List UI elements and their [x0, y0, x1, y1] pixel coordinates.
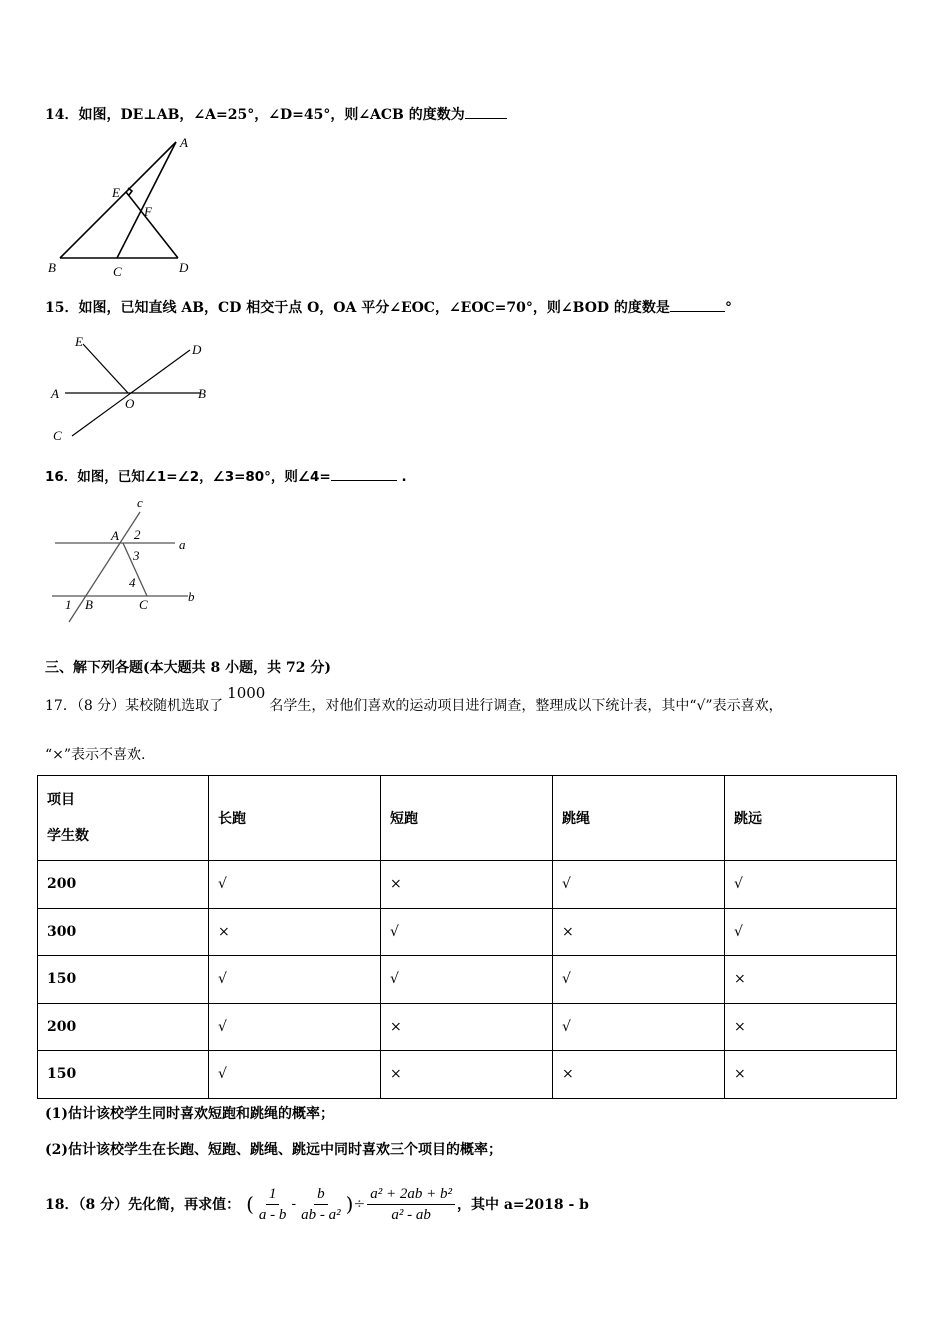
fraction-2	[298, 1184, 344, 1225]
label-A: A	[180, 135, 188, 150]
label-B: B	[85, 597, 93, 612]
label-b: b	[188, 589, 195, 604]
degree-suffix: °	[724, 300, 732, 316]
label-angle-3: 3	[133, 548, 140, 563]
label-E: E	[75, 334, 83, 349]
preference-cell: √	[553, 956, 725, 1004]
preference-cell: √	[209, 1003, 381, 1051]
preference-cell: ×	[725, 1003, 897, 1051]
table-header-row	[38, 776, 897, 861]
label-O: O	[125, 396, 135, 411]
preference-cell: ×	[381, 1003, 553, 1051]
numerator: b	[314, 1184, 328, 1205]
preference-cell: √	[725, 908, 897, 956]
preference-cell: √	[381, 908, 553, 956]
sub-question-1: (1)估计该校学生同时喜欢短跑和跳绳的概率；	[45, 1106, 334, 1122]
header-cell: 跳远	[725, 776, 897, 861]
figure-14	[40, 130, 210, 280]
denominator: ab - a²	[301, 1206, 341, 1223]
question-15	[45, 297, 732, 317]
denominator: a - b	[258, 1206, 287, 1223]
question-17-line2: “×”表示不喜欢.	[45, 747, 146, 763]
preference-cell: ×	[725, 1051, 897, 1099]
fraction-1	[256, 1184, 290, 1225]
header-cell: 跳绳	[553, 776, 725, 861]
question-14-text: 14．如图，DE⊥AB，∠A=25°，∠D=45°，则∠ACB 的度数为	[45, 107, 465, 123]
preference-cell: ×	[553, 1051, 725, 1099]
preference-cell: ×	[553, 908, 725, 956]
label-D: D	[179, 260, 189, 275]
preference-cell: √	[553, 1003, 725, 1051]
table-row	[38, 956, 897, 1004]
header-item: 项目	[47, 792, 75, 808]
figure-15	[45, 332, 225, 447]
label-A: A	[51, 386, 59, 401]
question-18-prefix: 18．（8 分）先化简，再求值：	[45, 1197, 241, 1213]
preference-cell: √	[209, 956, 381, 1004]
preference-cell: ×	[381, 1051, 553, 1099]
table-row	[38, 861, 897, 909]
label-angle-2: 2	[134, 527, 141, 542]
student-count-cell: 300	[38, 908, 209, 956]
table-row	[38, 908, 897, 956]
preference-cell: √	[209, 861, 381, 909]
question-17	[45, 684, 783, 715]
header-cell: 长跑	[209, 776, 381, 861]
preference-cell: √	[553, 861, 725, 909]
numerator: 1	[266, 1184, 280, 1205]
label-A: A	[111, 528, 119, 543]
preference-cell: ×	[381, 861, 553, 909]
figure-16	[45, 495, 215, 630]
label-C: C	[53, 428, 62, 443]
survey-table	[37, 775, 897, 1099]
question-17-prefix: 17．（8 分）某校随机选取了	[45, 698, 224, 714]
answer-blank	[670, 298, 725, 312]
period: .	[401, 469, 407, 485]
student-count-cell: 200	[38, 861, 209, 909]
question-16	[45, 465, 407, 485]
label-D: D	[192, 342, 202, 357]
header-cell: 短跑	[381, 776, 553, 861]
preference-cell: √	[381, 956, 553, 1004]
question-16-text: 16．如图，已知∠1=∠2，∠3=80°，则∠4=	[45, 469, 331, 485]
table-row	[38, 1051, 897, 1099]
table-row	[38, 1003, 897, 1051]
minus-sign: -	[291, 1196, 297, 1212]
question-18: 18．（8 分）先化简，再求值： ( $\frac{1}{a - b}$ - $\frac{b}{\text{ab - a²}}$ ) ÷ $\frac{\text{a² + 2ab + b²}}{\text{a² - ab}}$ ，其中 a=2018 - b	[45, 1185, 589, 1223]
label-B: B	[198, 386, 206, 401]
preference-cell: ×	[209, 908, 381, 956]
label-C: C	[113, 264, 122, 279]
student-count-cell: 150	[38, 956, 209, 1004]
student-count-cell: 150	[38, 1051, 209, 1099]
question-14	[45, 104, 507, 124]
student-count: 1000	[227, 684, 266, 702]
header-corner-cell	[38, 776, 209, 861]
question-18-suffix: ，其中 a=2018 - b	[456, 1197, 589, 1213]
preference-cell: √	[725, 861, 897, 909]
question-15-text: 15．如图，已知直线 AB，CD 相交于点 O，OA 平分∠EOC，∠EOC=70°，则∠BOD 的度数是	[45, 300, 670, 316]
section-heading: 三、解下列各题(本大题共 8 小题，共 72 分)	[45, 660, 331, 676]
label-E: E	[112, 185, 120, 200]
question-17-rest: 名学生，对他们喜欢的运动项目进行调查，整理成以下统计表，其中“√”表示喜欢，	[269, 698, 783, 714]
header-students: 学生数	[47, 828, 89, 844]
label-angle-1: 1	[65, 597, 72, 612]
label-C: C	[139, 597, 148, 612]
sub-question-2: (2)估计该校学生在长跑、短跑、跳绳、跳远中同时喜欢三个项目的概率；	[45, 1142, 502, 1158]
numerator: a² + 2ab + b²	[367, 1184, 455, 1205]
label-a: a	[179, 537, 186, 552]
answer-blank	[331, 467, 397, 481]
student-count-cell: 200	[38, 1003, 209, 1051]
answer-blank	[465, 105, 507, 119]
label-c: c	[137, 495, 143, 510]
label-angle-4: 4	[129, 575, 136, 590]
label-F: F	[144, 204, 152, 219]
divide-sign: ÷	[353, 1196, 366, 1212]
denominator: a² - ab	[391, 1206, 431, 1223]
preference-cell: ×	[725, 956, 897, 1004]
preference-cell: √	[209, 1051, 381, 1099]
fraction-3	[367, 1184, 455, 1225]
label-B: B	[48, 260, 56, 275]
